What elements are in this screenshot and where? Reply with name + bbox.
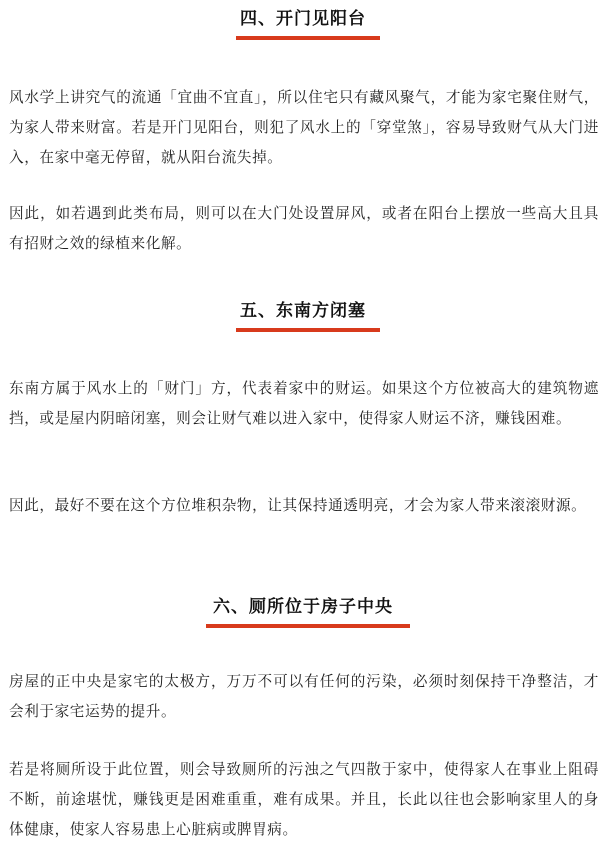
paragraph: 因此，最好不要在这个方位堆积杂物，让其保持通透明亮，才会为家人带来滚滚财源。 <box>9 497 587 514</box>
section-heading-5 <box>0 300 606 322</box>
heading-text: 五、东南方闭塞 <box>240 301 366 321</box>
paragraph: 房屋的正中央是家宅的太极方，万万不可以有任何的污染，必须时刻保持干净整洁，才会利于家宅运势的提升。 <box>9 673 599 720</box>
heading-text: 六、厕所位于房子中央 <box>213 597 393 617</box>
heading-underline <box>236 328 380 332</box>
paragraph: 东南方属于风水上的「财门」方，代表着家中的财运。如果这个方位被高大的建筑物遮挡，或是屋内阴暗闭塞，则会让财气难以进入家中，使得家人财运不济，赚钱困难。 <box>9 380 599 427</box>
section-heading-6 <box>0 596 606 618</box>
heading-underline <box>236 36 380 40</box>
paragraph: 因此，如若遇到此类布局，则可以在大门处设置屏风，或者在阳台上摆放一些高大且具有招财之效的绿植来化解。 <box>9 205 599 252</box>
paragraph: 若是将厕所设于此位置，则会导致厕所的污浊之气四散于家中，使得家人在事业上阻碍不断，前途堪忧，赚钱更是困难重重，难有成果。并且，长此以往也会影响家里人的身体健康，使家人容易患上心脏病或脾胃病。 <box>9 761 599 838</box>
heading-underline <box>206 624 410 628</box>
paragraph: 风水学上讲究气的流通「宜曲不宜直」，所以住宅只有藏风聚气，才能为家宅聚住财气，为家人带来财富。若是开门见阳台，则犯了风水上的「穿堂煞」，容易导致财气从大门进入，在家中毫无停留，就从阳台流失掉。 <box>9 89 599 166</box>
heading-text: 四、开门见阳台 <box>240 9 366 29</box>
section-heading-4 <box>0 8 606 30</box>
